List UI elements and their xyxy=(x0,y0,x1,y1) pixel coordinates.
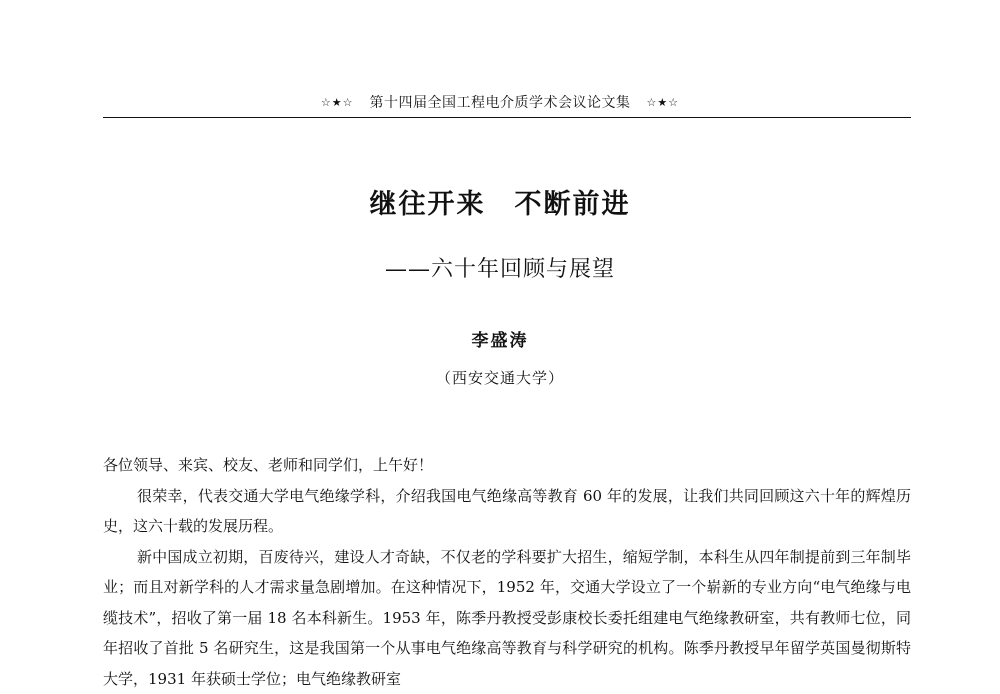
author-affiliation: （西安交通大学） xyxy=(0,367,1000,388)
running-header xyxy=(0,92,1000,112)
header-rule xyxy=(103,117,911,118)
greeting-paragraph: 各位领导、来宾、校友、老师和同学们，上午好！ xyxy=(103,450,911,481)
stars-left-ornament: ☆★☆ xyxy=(321,96,354,109)
body-paragraph: 新中国成立初期，百废待兴，建设人才奇缺，不仅老的学科要扩大招生，缩短学制，本科生从四年制提前到三年制毕业；而且对新学科的人才需求量急剧增加。在这种情况下，1952 年，交通大学设立了一个崭新的专业方向“电气绝缘与电缆技术”，招收了第一届 18 名本科新生。1953 年，陈季丹教授受彭康校长委托组建电气绝缘教研室，共有教师七位，同年招收了首批 5 名研究生，这是我国第一个从事电气绝缘高等教育与科学研究的机构。陈季丹教授早年留学英国曼彻斯特大学，1931 年获硕士学位；电气绝缘教研室 xyxy=(103,542,911,694)
journal-title: 第十四届全国工程电介质学术会议论文集 xyxy=(370,92,631,112)
article-title: 继往开来 不断前进 xyxy=(0,182,1000,221)
author-name: 李盛涛 xyxy=(0,326,1000,351)
body-paragraph: 很荣幸，代表交通大学电气绝缘学科，介绍我国电气绝缘高等教育 60 年的发展，让我们共同回顾这六十年的辉煌历史，这六十载的发展历程。 xyxy=(103,481,911,542)
body-text xyxy=(103,450,911,694)
article-subtitle: ——六十年回顾与展望 xyxy=(0,252,1000,283)
stars-right-ornament: ☆★☆ xyxy=(647,96,680,109)
